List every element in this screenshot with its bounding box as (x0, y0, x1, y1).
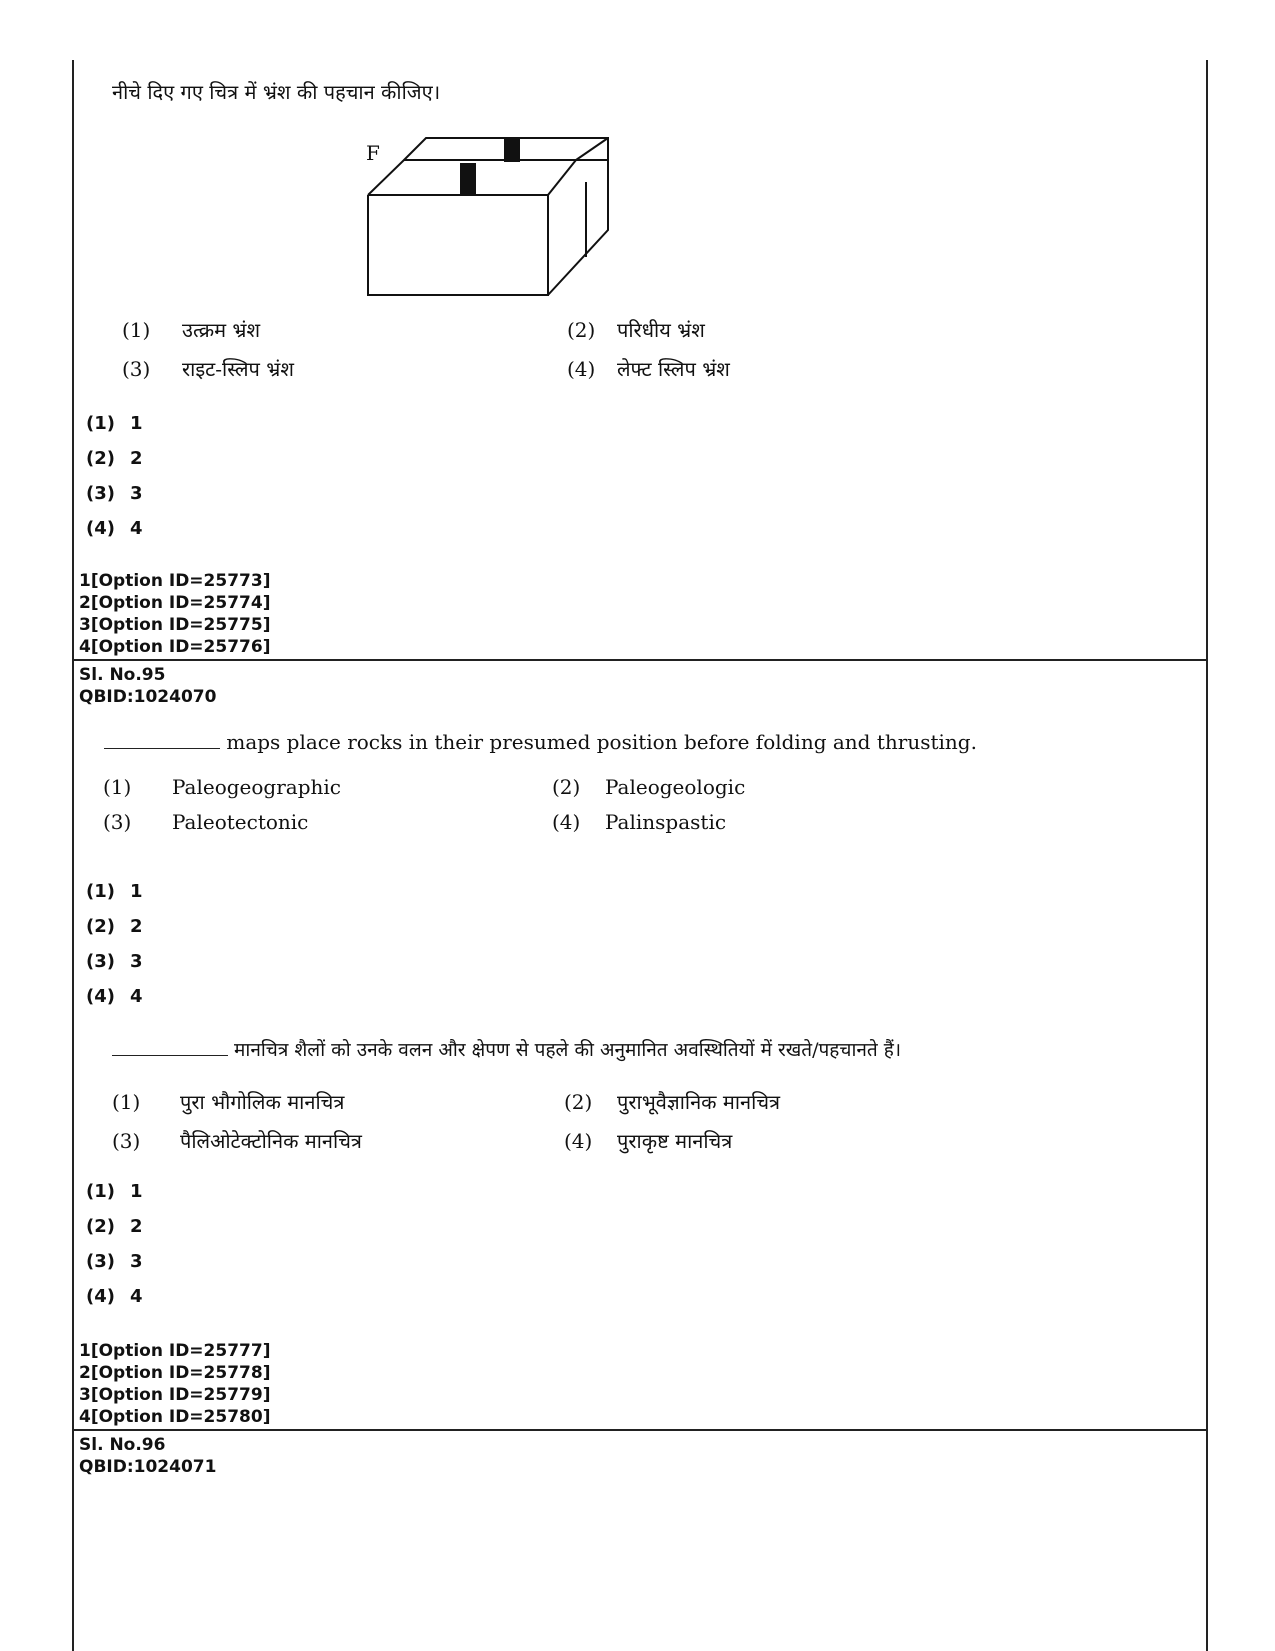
answer-choice[interactable]: (3) 3 (86, 1251, 143, 1272)
answer-choice[interactable]: (1) 1 (86, 881, 143, 902)
option-id: 2[Option ID=25774] (79, 593, 271, 613)
option-number: (4) (567, 357, 596, 381)
option-text: Paleotectonic (172, 810, 309, 834)
option-number: (4) (564, 1129, 593, 1153)
option-id: 3[Option ID=25775] (79, 615, 271, 635)
option-text: Paleogeographic (172, 775, 342, 799)
qbid: QBID:1024070 (79, 687, 217, 707)
answer-choice[interactable]: (4) 4 (86, 1286, 143, 1307)
option-number: (3) (122, 357, 151, 381)
qbid: QBID:1024071 (79, 1457, 217, 1477)
option-text: परिधीय भ्रंश (617, 318, 705, 342)
option-id: 4[Option ID=25776] (79, 637, 271, 657)
option-text: उत्क्रम भ्रंश (182, 318, 261, 342)
fault-back-trace (576, 138, 608, 160)
option-number: (1) (103, 775, 132, 799)
option-number: (2) (564, 1090, 593, 1114)
marker-bar-front (460, 163, 476, 195)
option-number: (3) (112, 1129, 141, 1153)
option-id: 1[Option ID=25777] (79, 1341, 271, 1361)
section-divider (72, 659, 1208, 661)
option-id: 1[Option ID=25773] (79, 571, 271, 591)
option-number: (1) (112, 1090, 141, 1114)
option-id: 4[Option ID=25780] (79, 1407, 271, 1427)
option-id-list (79, 1340, 270, 1428)
answer-choice[interactable]: (4) 4 (86, 518, 143, 539)
option-id: 3[Option ID=25779] (79, 1385, 271, 1405)
fault-label: F (366, 141, 380, 165)
question-header (79, 1434, 216, 1478)
serial-number: Sl. No.96 (79, 1435, 166, 1455)
answer-choice[interactable]: (3) 3 (86, 483, 143, 504)
option-id: 2[Option ID=25778] (79, 1363, 271, 1383)
option-id-list (79, 570, 270, 658)
question-header (79, 664, 216, 708)
fill-blank (112, 1055, 228, 1056)
question-text-hindi: मानचित्र शैलों को उनके वलन और क्षेपण से पहले की अनुमानित अवस्थितियों में रखते/पहचानते हैं। (112, 1036, 901, 1062)
option-number: (2) (552, 775, 581, 799)
fault-top-trace (548, 160, 576, 195)
option-number: (4) (552, 810, 581, 834)
option-text: राइट-स्लिप भ्रंश (182, 357, 294, 381)
option-number: (2) (567, 318, 596, 342)
answer-choice[interactable]: (1) 1 (86, 413, 143, 434)
option-text: पुरा भौगोलिक मानचित्र (180, 1090, 345, 1114)
option-text: लेफ्ट स्लिप भ्रंश (617, 357, 730, 381)
option-number: (3) (103, 810, 132, 834)
section-divider (72, 1429, 1208, 1431)
option-text: पुराभूवैज्ञानिक मानचित्र (617, 1090, 781, 1114)
answer-choice[interactable]: (4) 4 (86, 986, 143, 1007)
serial-number: Sl. No.95 (79, 665, 166, 685)
marker-bar-back (504, 138, 520, 162)
answer-choice[interactable]: (1) 1 (86, 1181, 143, 1202)
fill-blank (104, 748, 220, 749)
option-text: पुराकृष्ट मानचित्र (617, 1129, 733, 1153)
answer-choice[interactable]: (3) 3 (86, 951, 143, 972)
question-text-english: maps place rocks in their presumed position before folding and thrusting. (104, 730, 977, 754)
option-text: Palinspastic (605, 810, 727, 834)
option-text: Paleogeologic (605, 775, 746, 799)
answer-choice[interactable]: (2) 2 (86, 1216, 143, 1237)
block-side-edge (548, 160, 608, 295)
block-front-face (368, 195, 548, 295)
option-text: पैलिओटेक्टोनिक मानचित्र (180, 1129, 362, 1153)
fault-block-figure (360, 130, 620, 300)
option-number: (1) (122, 318, 151, 342)
answer-choice[interactable]: (2) 2 (86, 448, 143, 469)
answer-choice[interactable]: (2) 2 (86, 916, 143, 937)
question-text-hindi: नीचे दिए गए चित्र में भ्रंश की पहचान कीजिए। (112, 80, 441, 104)
